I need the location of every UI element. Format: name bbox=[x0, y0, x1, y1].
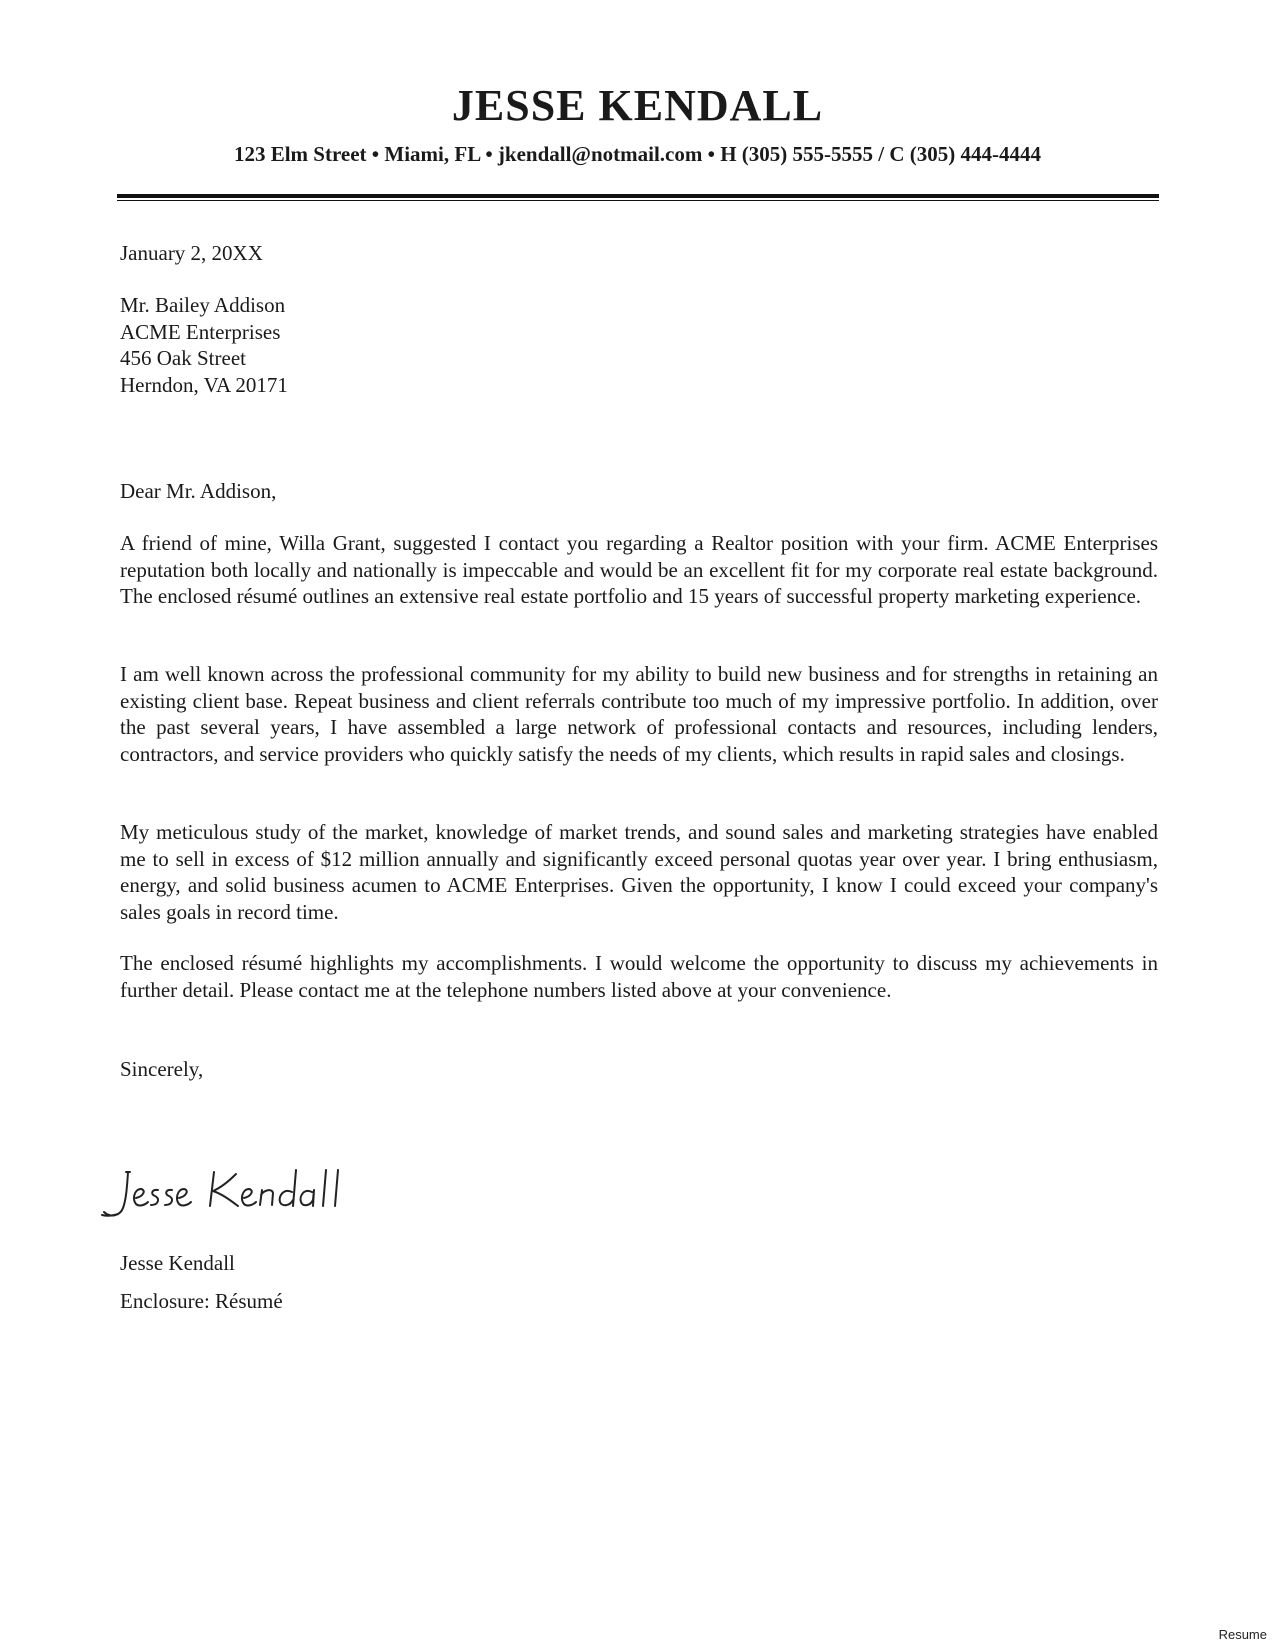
body-paragraph: The enclosed résumé highlights my accomplishments. I would welcome the opportunity to discuss my achievements in further detail. Please contact me at the telephone numbers listed above at your convenience. bbox=[120, 951, 1158, 1002]
header-rule-thick bbox=[117, 194, 1159, 198]
recipient-city: Herndon, VA 20171 bbox=[120, 372, 288, 397]
body-paragraph: A friend of mine, Willa Grant, suggested I contact you regarding a Realtor position with your firm. ACME Enterprises reputation both locally and nationally is impeccable and would be an excellent fit for my corporate real estate background. The enclosed résumé outlines an extensive real estate portfolio and 15 years of successful property marketing experience. bbox=[120, 531, 1158, 608]
sender-name: JESSE KENDALL bbox=[451, 81, 824, 130]
closing: Sincerely, bbox=[120, 1057, 204, 1081]
printed-name: Jesse Kendall bbox=[120, 1251, 235, 1275]
recipient-company: ACME Enterprises bbox=[120, 319, 281, 344]
salutation: Dear Mr. Addison, bbox=[120, 479, 277, 503]
footer-watermark: Resume bbox=[1218, 1627, 1267, 1642]
enclosure-line: Enclosure: Résumé bbox=[120, 1289, 283, 1313]
handwritten-signature bbox=[96, 1160, 396, 1230]
recipient-name: Mr. Bailey Addison bbox=[120, 293, 286, 317]
letter-date: January 2, 20XX bbox=[120, 241, 263, 265]
body-paragraph: I am well known across the professional community for my ability to build new business and for strengths in retaining an existing client base. Repeat business and client referrals contribute too much of my impressive portfolio. In addition, over the past several years, I have assembled a large network of professional contacts and resources, including lenders, contractors, and service providers who quickly satisfy the needs of my clients, which results in rapid sales and closings. bbox=[120, 662, 1158, 766]
header-rule-thin bbox=[117, 200, 1159, 201]
recipient-street: 456 Oak Street bbox=[120, 346, 246, 370]
sender-contact-line: 123 Elm Street • Miami, FL • jkendall@notmail.com • H (305) 555-5555 / C (305) 444-4444 bbox=[233, 142, 1042, 166]
body-paragraph: My meticulous study of the market, knowledge of market trends, and sound sales and marketing strategies have enabled me to sell in excess of $12 million annually and significantly exceed personal quotas year over year. I bring enthusiasm, energy, and solid business acumen to ACME Enterprises. Given the opportunity, I know I could exceed your company's sales goals in record time. bbox=[120, 820, 1158, 924]
recipient-address bbox=[120, 292, 1158, 398]
